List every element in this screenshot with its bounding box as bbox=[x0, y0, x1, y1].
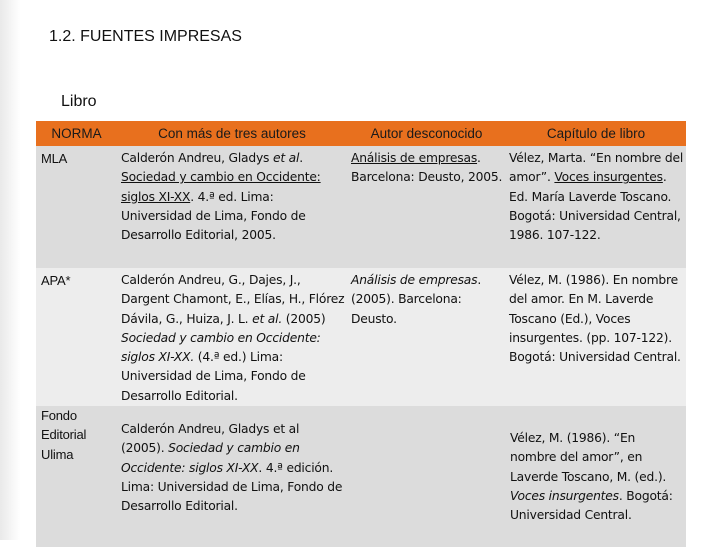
citation-text-italic: et al bbox=[272, 151, 300, 165]
page-title: 1.2. FUENTES IMPRESAS bbox=[49, 28, 242, 45]
citation-title-italic: Sociedad y cambio en Occidente: siglos XI-XX. bbox=[121, 330, 321, 365]
citation-title-italic: Voces insurgentes bbox=[510, 488, 619, 503]
citation-text: . 4.ª ed. Lima: Universidad de Lima, Fondo de Desarrollo Editorial, 2005. bbox=[121, 189, 306, 243]
norma-cell: MLA bbox=[36, 146, 117, 268]
table-row-apa bbox=[36, 268, 686, 406]
citation-text: . Ed. María Laverde Toscano. Bogotá: Universidad Central, 1986. 107-122. bbox=[509, 170, 681, 243]
citation-text: Vélez, M. (1986). “En nombre del amor”, en Laverde Toscano, M. (ed.). bbox=[510, 431, 667, 484]
citation-title-italic: Sociedad y cambio en Occidente: siglos XI-XX bbox=[121, 441, 300, 475]
citation-text: Vélez, M. (1986). En nombre del amor. En M. Laverde Toscano (Ed.), Voces insurgentes. (pp. 107-122). Bogotá: Universidad Central. bbox=[509, 273, 681, 365]
citation-text-italic: et al. bbox=[252, 311, 283, 326]
header-norma: NORMA bbox=[36, 121, 117, 146]
citation-title-underlined: Voces insurgentes bbox=[554, 170, 663, 185]
citation-unknown-author bbox=[347, 146, 506, 268]
citation-multi-author bbox=[117, 146, 347, 268]
header-book-chapter: Capítulo de libro bbox=[506, 121, 686, 146]
citation-book-chapter bbox=[506, 268, 686, 406]
citation-title-underlined: Sociedad y cambio en Occidente: siglos XI-XX bbox=[121, 170, 321, 204]
citation-book-chapter bbox=[506, 406, 686, 547]
header-more-than-three-authors: Con más de tres autores bbox=[117, 121, 347, 146]
citation-text: Calderón Andreu, Gladys bbox=[121, 151, 273, 165]
citation-text: . Bogotá: Universidad Central. bbox=[510, 488, 673, 523]
norma-cell: Fondo Editorial Ulima bbox=[36, 406, 117, 547]
citation-text: . 4.ª edición. Lima: Universidad de Lima, Fondo de Desarrollo Editorial. bbox=[121, 460, 343, 514]
citation-table bbox=[36, 121, 686, 547]
table-header-row bbox=[36, 121, 686, 146]
citation-text: . (2005). Barcelona: Deusto. bbox=[351, 273, 482, 326]
slide-edge-shadow bbox=[0, 0, 20, 540]
table-row-ulima bbox=[36, 406, 686, 547]
citation-title-underlined: Análisis de empresas bbox=[351, 151, 478, 165]
citation-text: . Barcelona: Deusto, 2005. bbox=[351, 151, 503, 185]
citation-text: . bbox=[299, 151, 303, 165]
table-row-mla bbox=[36, 146, 686, 268]
citation-multi-author bbox=[117, 406, 347, 547]
citation-unknown-author-empty bbox=[347, 406, 506, 547]
citation-book-chapter bbox=[506, 146, 686, 268]
header-unknown-author: Autor desconocido bbox=[347, 121, 506, 146]
citation-multi-author bbox=[117, 268, 347, 406]
citation-text: (4.ª ed.) Lima: Universidad de Lima, Fondo de Desarrollo Editorial. bbox=[121, 350, 306, 403]
citation-title-italic: Análisis de empresas bbox=[351, 273, 478, 287]
citation-text: (2005) bbox=[282, 311, 326, 326]
section-subtitle: Libro bbox=[61, 93, 97, 110]
citation-text: Calderón Andreu, G., Dajes, J., Dargent Chamont, E., Elías, H., Flórez Dávila, G., Huiza, J. L. bbox=[121, 273, 345, 326]
citation-unknown-author bbox=[347, 268, 506, 406]
citation-text: Vélez, Marta. “En nombre del amor”. bbox=[509, 151, 684, 185]
norma-cell: APA* bbox=[36, 268, 117, 406]
citation-text: Calderón Andreu, Gladys et al (2005). bbox=[121, 422, 300, 456]
